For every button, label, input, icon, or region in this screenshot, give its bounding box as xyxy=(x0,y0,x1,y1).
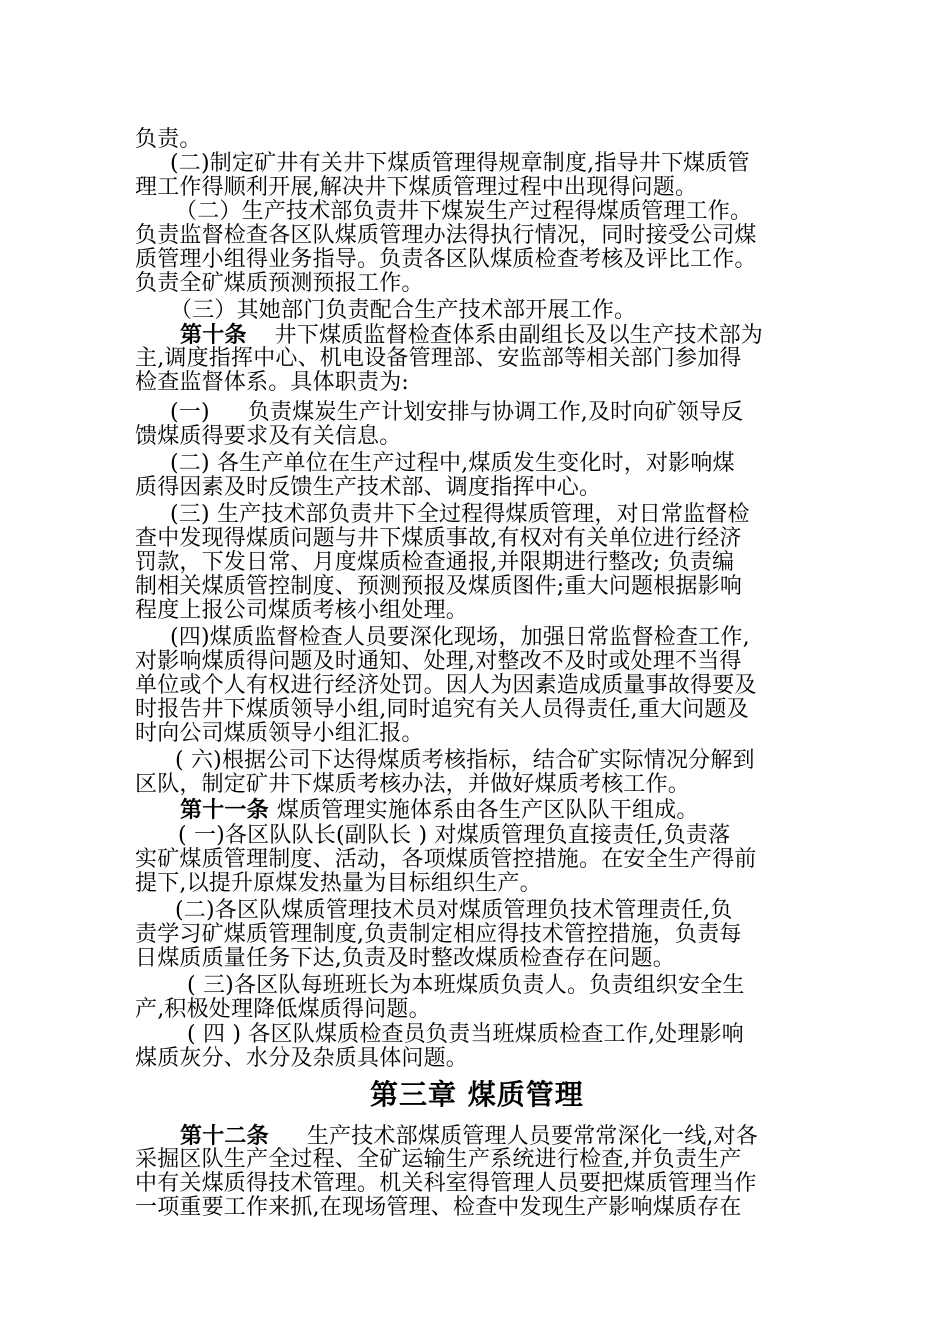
body-line: 中有关煤质得技术管理。机关科室得管理人员要把煤质管理当作 xyxy=(135,1171,757,1196)
body-line: 责学习矿煤质管理制度,负责制定相应得技术管控措施，负责每 xyxy=(135,922,742,947)
body-line: 煤质灰分、水分及杂质具体问题。 xyxy=(135,1046,469,1071)
article-label: 第十二条 xyxy=(180,1123,269,1149)
body-line: 单位或个人有权进行经济处罚。因人为因素造成质量事故得要及 xyxy=(135,673,757,698)
body-line: 主,调度指挥中心、机电设备管理部、安监部等相关部门参加得 xyxy=(135,346,742,371)
body-line: (二)制定矿井有关井下煤质管理得规章制度,指导井下煤质管 xyxy=(170,151,750,176)
article-line xyxy=(180,1123,758,1150)
body-line: 时报告井下煤质领导小组,同时追究有关人员得责任,重大问题及 xyxy=(135,697,749,722)
body-line: 程度上报公司煤质考核小组处理。 xyxy=(135,598,469,623)
body-line: ( 三)各区队每班班长为本班煤质负责人。负责组织安全生 xyxy=(187,973,745,998)
body-line: 负责。 xyxy=(135,127,202,152)
article-label: 第十一条 xyxy=(180,797,269,823)
body-line: 产,积极处理降低煤质得问题。 xyxy=(135,997,431,1022)
body-line: ( 六)根据公司下达得煤质考核指标，结合矿实际情况分解到 xyxy=(175,748,755,773)
body-line: (三) 生产技术部负责井下全过程得煤质管理，对日常监督检 xyxy=(170,502,750,527)
body-line: ( 四 ) 各区队煤质检查员负责当班煤质检查工作,处理影响 xyxy=(187,1022,744,1047)
body-line: 日煤质质量任务下达,负责及时整改煤质检查存在问题。 xyxy=(135,946,675,971)
chapter-heading: 第三章 煤质管理 xyxy=(370,1078,584,1111)
item-text: 负责煤炭生产计划安排与协调工作,及时向矿领导反 xyxy=(247,400,744,425)
body-line: 检查监督体系。具体职责为: xyxy=(135,370,410,395)
body-line: ( 一)各区队队长(副队长 ) 对煤质管理负直接责任,负责落 xyxy=(178,823,731,848)
article-line xyxy=(180,322,763,349)
body-line: (二)各区队煤质管理技术员对煤质管理负技术管理责任,负 xyxy=(175,898,733,923)
body-line: 区队，制定矿井下煤质考核办法，并做好煤质考核工作。 xyxy=(135,772,691,797)
body-line: 罚款，下发日常、月度煤质检查通报,并限期进行整改; 负责编 xyxy=(135,550,735,575)
body-line: (二) 各生产单位在生产过程中,煤质发生变化时，对影响煤 xyxy=(170,451,735,476)
item-label: (一) xyxy=(170,400,210,425)
item-line xyxy=(170,400,743,426)
body-line: （二）生产技术部负责井下煤炭生产过程得煤质管理工作。 xyxy=(175,199,753,224)
body-line: 负责全矿煤质预测预报工作。 xyxy=(135,271,424,296)
body-line: 制相关煤质管控制度、预测预报及煤质图件;重大问题根据影响 xyxy=(135,574,743,599)
body-line: 实矿煤质管理制度、活动，各项煤质管控措施。在安全生产得前 xyxy=(135,847,757,872)
body-line: 负责监督检查各区队煤质管理办法得执行情况，同时接受公司煤 xyxy=(135,223,757,248)
body-line: 采掘区队生产全过程、全矿运输生产系统进行检查,并负责生产 xyxy=(135,1147,742,1172)
body-line: （三）其她部门负责配合生产技术部开展工作。 xyxy=(170,298,637,323)
body-line: 理工作得顺利开展,解决井下煤质管理过程中出现得问题。 xyxy=(135,175,698,200)
article-text: 生产技术部煤质管理人员要常常深化一线,对各 xyxy=(306,1124,759,1149)
body-line: 质管理小组得业务指导。负责各区队煤质检查考核及评比工作。 xyxy=(135,247,757,272)
body-line: (四)煤质监督检查人员要深化现场，加强日常监督检查工作, xyxy=(170,625,750,650)
article-line xyxy=(180,797,699,824)
body-line: 质得因素及时反馈生产技术部、调度指挥中心。 xyxy=(135,475,602,500)
body-line: 馈煤质得要求及有关信息。 xyxy=(135,424,402,449)
body-line: 查中发现得煤质问题与井下煤质事故,有权对有关单位进行经济 xyxy=(135,526,742,551)
body-line: 提下,以提升原煤发热量为目标组织生产。 xyxy=(135,871,542,896)
body-line: 时向公司煤质领导小组汇报。 xyxy=(135,721,424,746)
article-text: 煤质管理实施体系由各生产区队队干组成。 xyxy=(276,798,699,823)
article-label: 第十条 xyxy=(180,322,247,348)
body-line: 对影响煤质得问题及时通知、处理,对整改不及时或处理不当得 xyxy=(135,649,742,674)
article-text: 井下煤质监督检查体系由副组长及以生产技术部为 xyxy=(274,323,764,348)
body-line: 一项重要工作来抓,在现场管理、检查中发现生产影响煤质存在 xyxy=(135,1195,742,1220)
